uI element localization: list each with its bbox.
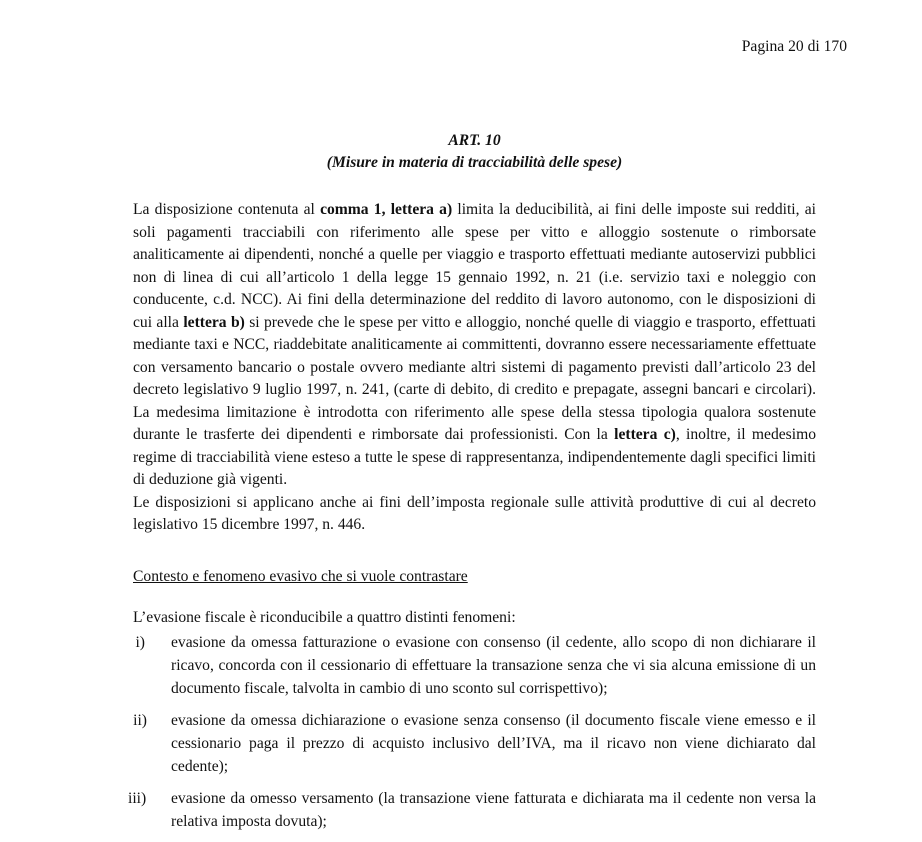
section-intro: L’evasione fiscale è riconducibile a quattro distinti fenomeni:: [133, 609, 516, 626]
list-item-text: evasione da omesso versamento (la transazione viene fatturata e dichiarata ma il cedente non versa la relativa imposta dovuta);: [171, 790, 816, 830]
list-marker: i): [135, 634, 145, 651]
list-item: [133, 709, 816, 778]
page-number: Pagina 20 di 170: [741, 38, 847, 55]
list-marker: ii): [133, 712, 147, 729]
body-text-segment: si prevede che le spese per vitto e alloggio, nonché quelle di viaggio e trasporto, effettuati mediante taxi e NCC, riaddebitate analiticamente ai committenti, dovranno essere necessariamente effettuate con versamento bancario o postale ovvero mediante altri sistemi di pagamento previsti dall’articolo 23 del decreto legislativo 9 luglio 1997, n. 241, (carte di debito, di credito e prepagate, assegni bancari e circolari). La medesima limitazione è introdotta con riferimento alle spese della stessa tipologia qualora sostenute durante le trasferte dei dipendenti e rimborsate dai professionisti. Con la: [133, 313, 817, 443]
section-title: Contesto e fenomeno evasivo che si vuole contrastare: [133, 568, 468, 585]
body-text-segment: , inoltre, il medesimo regime di tracciabilità viene esteso a tutte le spese di rappresentanza, indipendentemente dagli specifici limiti di deduzione già vigenti.: [133, 426, 816, 488]
reference-comma-1-lettera-a: comma 1, lettera a): [320, 201, 453, 218]
article-heading: [133, 130, 816, 174]
body-text-segment: La disposizione contenuta al: [133, 201, 321, 218]
reference-lettera-b: lettera b): [183, 313, 245, 331]
article-subtitle: (Misure in materia di tracciabilità delle spese): [326, 154, 623, 171]
list-item: [128, 787, 816, 833]
list-item-text: evasione da omessa fatturazione o evasione con consenso (il cedente, allo scopo di non dichiarare il ricavo, concorda con il cessionario di effettuare la transazione senza che vi sia alcuna emissione di un documento fiscale, talvolta in cambio di uno sconto sul corrispettivo);: [171, 634, 816, 697]
list-marker: iii): [128, 790, 147, 807]
body-text-segment: limita la deducibilità, ai fini delle imposte sui redditi, ai soli pagamenti tracciabili con riferimento alle spese per vitto e alloggio sostenute o rimborsate analiticamente ai dipendenti, nonché a quelle per viaggio e trasporto effettuati mediante autoservizi pubblici non di linea di cui all’articolo 1 della legge 15 gennaio 1992, n. 21 (i.e. servizio taxi e noleggio con conducente, c.d. NCC). Ai fini della determinazione del reddito di lavoro autonomo, con le disposizioni di cui alla: [133, 201, 816, 331]
list-item-text: evasione da omessa dichiarazione o evasione senza consenso (il documento fiscale viene emesso e il cessionario paga il prezzo di acquisto inclusivo dell’IVA, ma il ricavo non viene dichiarato dal cedente);: [171, 712, 816, 775]
body-paragraph-2: Le disposizioni si applicano anche ai fini dell’imposta regionale sulle attività produttive di cui al decreto legislativo 15 dicembre 1997, n. 446.: [133, 493, 816, 533]
reference-lettera-c: lettera c): [614, 426, 676, 443]
article-body: [133, 199, 816, 537]
article-title: ART. 10: [448, 132, 501, 149]
list-item: [133, 631, 816, 700]
evasion-list: [128, 631, 816, 842]
body-paragraph-1: [133, 199, 816, 492]
